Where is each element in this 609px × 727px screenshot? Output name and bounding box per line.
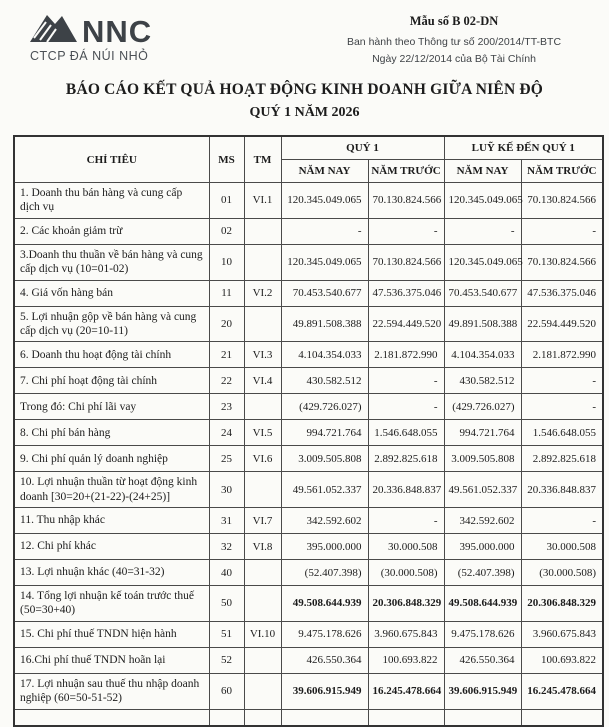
row-value-cum-current: 430.582.512 bbox=[444, 368, 521, 394]
table-header bbox=[14, 136, 603, 183]
table-row bbox=[14, 394, 603, 420]
table-row bbox=[14, 306, 603, 342]
row-value-cum-prior: - bbox=[521, 394, 603, 420]
row-value-q1-current bbox=[281, 709, 368, 726]
brand-text: NNC bbox=[82, 14, 153, 49]
row-value-q1-prior: - bbox=[368, 394, 444, 420]
col-header-ms: MS bbox=[209, 136, 244, 183]
row-value-q1-prior: 70.130.824.566 bbox=[368, 244, 444, 280]
row-tm-note bbox=[244, 394, 281, 420]
row-ms-code: 10 bbox=[209, 244, 244, 280]
row-value-q1-current: 120.345.049.065 bbox=[281, 183, 368, 219]
row-value-cum-current bbox=[444, 709, 521, 726]
company-name: CTCP ĐÁ NÚI NHỎ bbox=[30, 49, 149, 63]
table-row bbox=[14, 446, 603, 472]
col-header-cum-current: NĂM NAY bbox=[444, 160, 521, 183]
row-value-q1-prior: 100.693.822 bbox=[368, 647, 444, 673]
row-value-cum-current: 49.891.508.388 bbox=[444, 306, 521, 342]
row-value-q1-prior: 2.181.872.990 bbox=[368, 342, 444, 368]
income-statement-table bbox=[13, 135, 604, 727]
form-code: Mẫu số B 02-DN bbox=[409, 14, 499, 28]
row-value-cum-current: 9.475.178.626 bbox=[444, 621, 521, 647]
row-tm-note bbox=[244, 586, 281, 622]
row-ms-code: 30 bbox=[209, 472, 244, 508]
row-tm-note: VI.6 bbox=[244, 446, 281, 472]
row-tm-note bbox=[244, 244, 281, 280]
row-label: 11. Thu nhập khác bbox=[14, 508, 209, 534]
row-value-q1-current: 49.561.052.337 bbox=[281, 472, 368, 508]
row-ms-code: 40 bbox=[209, 560, 244, 586]
row-label: 8. Chi phí bán hàng bbox=[14, 420, 209, 446]
row-tm-note: VI.10 bbox=[244, 621, 281, 647]
col-group-cumulative: LUỸ KẾ ĐẾN QUÝ 1 bbox=[444, 136, 603, 160]
row-label: 15. Chi phí thuế TNDN hiện hành bbox=[14, 621, 209, 647]
company-logo bbox=[30, 12, 152, 63]
row-value-cum-current: (52.407.398) bbox=[444, 560, 521, 586]
row-ms-code: 60 bbox=[209, 673, 244, 709]
report-table-body bbox=[14, 183, 603, 726]
row-tm-note bbox=[244, 673, 281, 709]
report-title-block bbox=[0, 81, 609, 121]
row-tm-note: VI.1 bbox=[244, 183, 281, 219]
col-header-cum-prior: NĂM TRƯỚC bbox=[521, 160, 603, 183]
row-label: 5. Lợi nhuận gộp về bán hàng và cung cấp dịch vụ (20=10-11) bbox=[14, 306, 209, 342]
row-value-q1-current: 70.453.540.677 bbox=[281, 280, 368, 306]
row-tm-note: VI.3 bbox=[244, 342, 281, 368]
report-title: BÁO CÁO KẾT QUẢ HOẠT ĐỘNG KINH DOANH GIỮA NIÊN ĐỘ bbox=[65, 81, 544, 98]
row-value-cum-prior: (30.000.508) bbox=[521, 560, 603, 586]
table-row bbox=[14, 508, 603, 534]
row-value-cum-prior: 20.306.848.329 bbox=[521, 586, 603, 622]
row-value-cum-current: 120.345.049.065 bbox=[444, 183, 521, 219]
row-value-cum-prior: 70.130.824.566 bbox=[521, 183, 603, 219]
row-value-q1-current: 9.475.178.626 bbox=[281, 621, 368, 647]
table-row bbox=[14, 673, 603, 709]
report-period: QUÝ 1 NĂM 2026 bbox=[249, 105, 360, 120]
row-value-cum-prior: - bbox=[521, 368, 603, 394]
row-label: 1. Doanh thu bán hàng và cung cấp dịch vụ bbox=[14, 183, 209, 219]
row-value-cum-current: 3.009.505.808 bbox=[444, 446, 521, 472]
row-value-cum-prior: 47.536.375.046 bbox=[521, 280, 603, 306]
row-label: 9. Chi phí quản lý doanh nghiệp bbox=[14, 446, 209, 472]
row-value-q1-current: 395.000.000 bbox=[281, 534, 368, 560]
row-value-cum-current: - bbox=[444, 218, 521, 244]
row-tm-note bbox=[244, 472, 281, 508]
row-value-cum-prior: 70.130.824.566 bbox=[521, 244, 603, 280]
mountain-logo-icon bbox=[30, 12, 78, 47]
table-row bbox=[14, 280, 603, 306]
row-label: 16.Chi phí thuế TNDN hoãn lại bbox=[14, 647, 209, 673]
row-value-q1-prior: 20.306.848.329 bbox=[368, 586, 444, 622]
row-value-q1-current: 120.345.049.065 bbox=[281, 244, 368, 280]
table-row bbox=[14, 647, 603, 673]
row-label: 2. Các khoản giảm trừ bbox=[14, 218, 209, 244]
row-tm-note bbox=[244, 647, 281, 673]
row-ms-code: 21 bbox=[209, 342, 244, 368]
row-value-cum-prior: 22.594.449.520 bbox=[521, 306, 603, 342]
row-value-q1-prior: 1.546.648.055 bbox=[368, 420, 444, 446]
table-row bbox=[14, 472, 603, 508]
table-row bbox=[14, 586, 603, 622]
form-reference-block bbox=[309, 12, 599, 65]
row-value-q1-prior: 3.960.675.843 bbox=[368, 621, 444, 647]
row-ms-code: 11 bbox=[209, 280, 244, 306]
row-value-cum-current: (429.726.027) bbox=[444, 394, 521, 420]
table-row bbox=[14, 560, 603, 586]
table-row bbox=[14, 368, 603, 394]
row-ms-code bbox=[209, 709, 244, 726]
row-ms-code: 31 bbox=[209, 508, 244, 534]
table-row bbox=[14, 709, 603, 726]
row-value-q1-prior: 20.336.848.837 bbox=[368, 472, 444, 508]
row-label: 4. Giá vốn hàng bán bbox=[14, 280, 209, 306]
row-value-cum-prior bbox=[521, 709, 603, 726]
row-value-cum-current: 994.721.764 bbox=[444, 420, 521, 446]
col-header-q1-current: NĂM NAY bbox=[281, 160, 368, 183]
row-label: 3.Doanh thu thuần về bán hàng và cung cấp dịch vụ (10=01-02) bbox=[14, 244, 209, 280]
row-value-q1-prior: - bbox=[368, 368, 444, 394]
row-value-cum-current: 426.550.364 bbox=[444, 647, 521, 673]
row-value-q1-current: 4.104.354.033 bbox=[281, 342, 368, 368]
table-row bbox=[14, 342, 603, 368]
row-tm-note bbox=[244, 560, 281, 586]
row-value-q1-prior: 2.892.825.618 bbox=[368, 446, 444, 472]
row-ms-code: 20 bbox=[209, 306, 244, 342]
col-header-tm: TM bbox=[244, 136, 281, 183]
row-ms-code: 02 bbox=[209, 218, 244, 244]
row-value-cum-prior: 1.546.648.055 bbox=[521, 420, 603, 446]
row-tm-note: VI.2 bbox=[244, 280, 281, 306]
row-value-cum-prior: 2.892.825.618 bbox=[521, 446, 603, 472]
row-value-cum-prior: 2.181.872.990 bbox=[521, 342, 603, 368]
row-value-q1-prior: - bbox=[368, 218, 444, 244]
row-label: 14. Tổng lợi nhuận kế toán trước thuế (50=30+40) bbox=[14, 586, 209, 622]
row-label: 13. Lợi nhuận khác (40=31-32) bbox=[14, 560, 209, 586]
row-value-cum-current: 70.453.540.677 bbox=[444, 280, 521, 306]
row-tm-note bbox=[244, 306, 281, 342]
row-value-cum-prior: - bbox=[521, 508, 603, 534]
row-value-q1-prior bbox=[368, 709, 444, 726]
row-value-q1-prior: 30.000.508 bbox=[368, 534, 444, 560]
row-value-q1-current: 994.721.764 bbox=[281, 420, 368, 446]
row-label: 10. Lợi nhuận thuần từ hoạt động kinh doanh [30=20+(21-22)-(24+25)] bbox=[14, 472, 209, 508]
row-ms-code: 25 bbox=[209, 446, 244, 472]
row-label: 7. Chi phí hoạt động tài chính bbox=[14, 368, 209, 394]
row-value-q1-current: 430.582.512 bbox=[281, 368, 368, 394]
row-value-cum-prior: - bbox=[521, 218, 603, 244]
row-value-cum-prior: 100.693.822 bbox=[521, 647, 603, 673]
row-ms-code: 24 bbox=[209, 420, 244, 446]
row-label bbox=[14, 709, 209, 726]
row-label: 6. Doanh thu hoạt động tài chính bbox=[14, 342, 209, 368]
row-value-q1-prior: 22.594.449.520 bbox=[368, 306, 444, 342]
row-value-cum-current: 342.592.602 bbox=[444, 508, 521, 534]
row-value-q1-current: (429.726.027) bbox=[281, 394, 368, 420]
table-row bbox=[14, 420, 603, 446]
row-value-q1-current: 39.606.915.949 bbox=[281, 673, 368, 709]
row-value-q1-current: 342.592.602 bbox=[281, 508, 368, 534]
row-value-cum-current: 4.104.354.033 bbox=[444, 342, 521, 368]
row-value-q1-prior: 70.130.824.566 bbox=[368, 183, 444, 219]
row-value-q1-prior: - bbox=[368, 508, 444, 534]
table-row bbox=[14, 621, 603, 647]
row-value-q1-current: 3.009.505.808 bbox=[281, 446, 368, 472]
row-tm-note bbox=[244, 709, 281, 726]
row-label: Trong đó: Chi phí lãi vay bbox=[14, 394, 209, 420]
row-value-cum-prior: 3.960.675.843 bbox=[521, 621, 603, 647]
table-row bbox=[14, 244, 603, 280]
form-circular-line: Ban hành theo Thông tư số 200/2014/TT-BTC bbox=[346, 36, 562, 48]
row-label: 12. Chi phí khác bbox=[14, 534, 209, 560]
row-value-cum-current: 120.345.049.065 bbox=[444, 244, 521, 280]
col-header-q1-prior: NĂM TRƯỚC bbox=[368, 160, 444, 183]
row-value-q1-prior: 16.245.478.664 bbox=[368, 673, 444, 709]
row-ms-code: 01 bbox=[209, 183, 244, 219]
row-ms-code: 32 bbox=[209, 534, 244, 560]
col-header-criteria: CHỈ TIÊU bbox=[14, 136, 209, 183]
col-group-q1: QUÝ 1 bbox=[281, 136, 444, 160]
row-ms-code: 52 bbox=[209, 647, 244, 673]
row-ms-code: 51 bbox=[209, 621, 244, 647]
row-value-q1-prior: 47.536.375.046 bbox=[368, 280, 444, 306]
row-value-cum-prior: 16.245.478.664 bbox=[521, 673, 603, 709]
page-header bbox=[0, 0, 609, 65]
row-value-cum-prior: 20.336.848.837 bbox=[521, 472, 603, 508]
row-value-cum-prior: 30.000.508 bbox=[521, 534, 603, 560]
row-ms-code: 50 bbox=[209, 586, 244, 622]
row-tm-note: VI.5 bbox=[244, 420, 281, 446]
row-label: 17. Lợi nhuận sau thuế thu nhập doanh nghiệp (60=50-51-52) bbox=[14, 673, 209, 709]
row-value-q1-current: 49.508.644.939 bbox=[281, 586, 368, 622]
table-row bbox=[14, 183, 603, 219]
row-ms-code: 22 bbox=[209, 368, 244, 394]
form-date-line: Ngày 22/12/2014 của Bộ Tài Chính bbox=[372, 53, 536, 65]
row-value-cum-current: 395.000.000 bbox=[444, 534, 521, 560]
row-tm-note: VI.4 bbox=[244, 368, 281, 394]
row-tm-note: VI.7 bbox=[244, 508, 281, 534]
row-value-q1-current: (52.407.398) bbox=[281, 560, 368, 586]
row-ms-code: 23 bbox=[209, 394, 244, 420]
row-value-q1-prior: (30.000.508) bbox=[368, 560, 444, 586]
table-row bbox=[14, 218, 603, 244]
row-value-cum-current: 49.508.644.939 bbox=[444, 586, 521, 622]
row-value-q1-current: 49.891.508.388 bbox=[281, 306, 368, 342]
row-tm-note bbox=[244, 218, 281, 244]
table-row bbox=[14, 534, 603, 560]
row-value-q1-current: - bbox=[281, 218, 368, 244]
row-tm-note: VI.8 bbox=[244, 534, 281, 560]
row-value-cum-current: 49.561.052.337 bbox=[444, 472, 521, 508]
row-value-q1-current: 426.550.364 bbox=[281, 647, 368, 673]
row-value-cum-current: 39.606.915.949 bbox=[444, 673, 521, 709]
